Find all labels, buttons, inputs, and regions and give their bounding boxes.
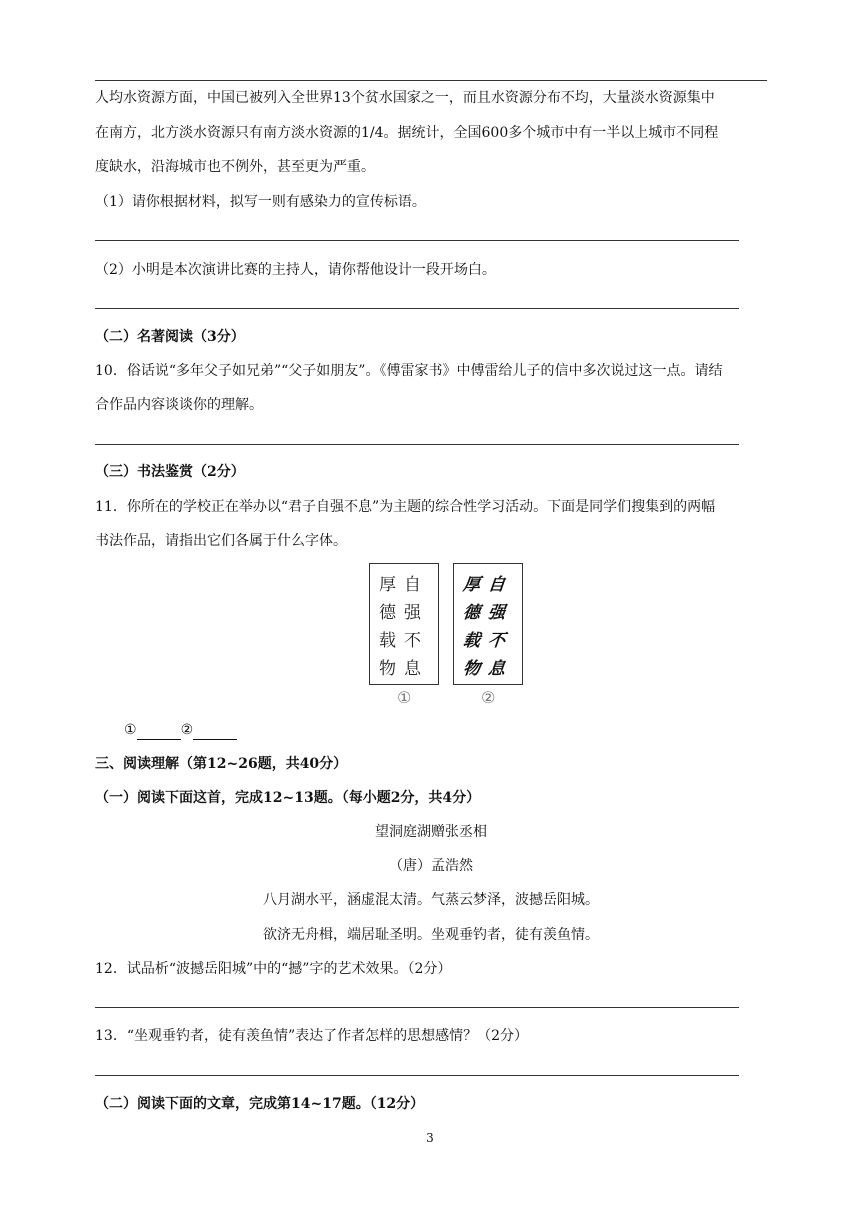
q11-line-2: 书法作品，请指出它们各属于什么字体。 — [95, 533, 347, 549]
material-line-1: 人均水资源方面，中国已被列入全世界13个贫水国家之一，而且水资源分布不均，大量淡水资源集中 — [95, 90, 715, 106]
poem-author: （唐）孟浩然 — [389, 858, 473, 874]
answer-label-2: ② — [180, 722, 194, 738]
poem-line-1: 八月湖水平，涵虚混太清。气蒸云梦泽，波撼岳阳城。 — [263, 892, 599, 908]
q9-sub2: （2）小明是本次演讲比赛的主持人，请你帮他设计一段开场白。 — [95, 262, 496, 278]
section-heading-classic: （二）名著阅读（3分） — [95, 329, 245, 345]
answer-line-q10[interactable] — [95, 444, 739, 445]
work1-left-column — [379, 574, 396, 680]
glyph: 息 — [404, 659, 421, 679]
glyph: 厚 — [461, 575, 482, 595]
calligraphy-work-1 — [369, 563, 439, 685]
material-line-3: 度缺水，沿海城市也不例外，甚至更为严重。 — [95, 159, 375, 175]
part3-sub1-heading: （一）阅读下面这首，完成12~13题。（每小题2分，共4分） — [95, 790, 481, 806]
glyph: 强 — [486, 603, 507, 623]
glyph: 不 — [486, 631, 507, 651]
calligraphy-work-2 — [453, 563, 523, 685]
work-1-label: ① — [397, 688, 412, 707]
part3-sub2-heading: （二）阅读下面的文章，完成第14~17题。（12分） — [95, 1096, 425, 1112]
answer-label-1: ① — [124, 722, 137, 738]
glyph: 德 — [461, 603, 482, 623]
answer-blank-2[interactable] — [193, 725, 237, 740]
part3-heading: 三、阅读理解（第12~26题，共40分） — [95, 756, 348, 772]
q10-line-1: 10．俗话说“多年父子如兄弟”“父子如朋友”。《傅雷家书》中傅雷给儿子的信中多次说过这一点。请结 — [95, 363, 723, 379]
glyph: 息 — [486, 659, 507, 679]
q12: 12．试品析“波撼岳阳城”中的“撼”字的艺术效果。（2分） — [95, 961, 452, 977]
page-number: 3 — [426, 1131, 434, 1145]
q10-line-2: 合作品内容谈谈你的理解。 — [95, 397, 263, 413]
glyph: 德 — [379, 603, 396, 623]
glyph: 不 — [404, 631, 421, 651]
glyph: 厚 — [379, 575, 396, 595]
glyph: 物 — [461, 659, 482, 679]
work1-right-column — [404, 574, 421, 680]
q11-line-1: 11．你所在的学校正在举办以“君子自强不息”为主题的综合性学习活动。下面是同学们搜集到的两幅 — [95, 499, 716, 515]
glyph: 自 — [486, 575, 507, 595]
glyph: 物 — [379, 659, 396, 679]
answer-line-q12[interactable] — [95, 1007, 739, 1008]
glyph: 载 — [379, 631, 396, 651]
answer-line-q9-1[interactable] — [95, 240, 739, 241]
q9-sub1: （1）请你根据材料，拟写一则有感染力的宣传标语。 — [95, 194, 426, 210]
answer-blank-1[interactable] — [137, 725, 181, 740]
top-rule — [95, 80, 767, 81]
poem-title: 望洞庭湖赠张丞相 — [375, 824, 487, 840]
answer-line-q9-2[interactable] — [95, 308, 739, 309]
work2-right-column — [488, 574, 505, 680]
q11-answer-row — [124, 720, 237, 740]
material-line-2: 在南方，北方淡水资源只有南方淡水资源的1/4。据统计，全国600多个城市中有一半以上城市不同程 — [95, 125, 719, 141]
glyph: 自 — [404, 575, 421, 595]
glyph: 载 — [461, 631, 482, 651]
section-heading-calligraphy: （三）书法鉴赏（2分） — [95, 464, 245, 480]
poem-line-2: 欲济无舟楫，端居耻圣明。坐观垂钓者，徒有羡鱼情。 — [263, 927, 599, 943]
q13: 13．“坐观垂钓者，徒有羡鱼情”表达了作者怎样的思想感情？（2分） — [95, 1028, 529, 1044]
glyph: 强 — [404, 603, 421, 623]
work-2-label: ② — [481, 688, 496, 707]
answer-line-q13[interactable] — [95, 1075, 739, 1076]
work2-left-column — [463, 574, 480, 680]
